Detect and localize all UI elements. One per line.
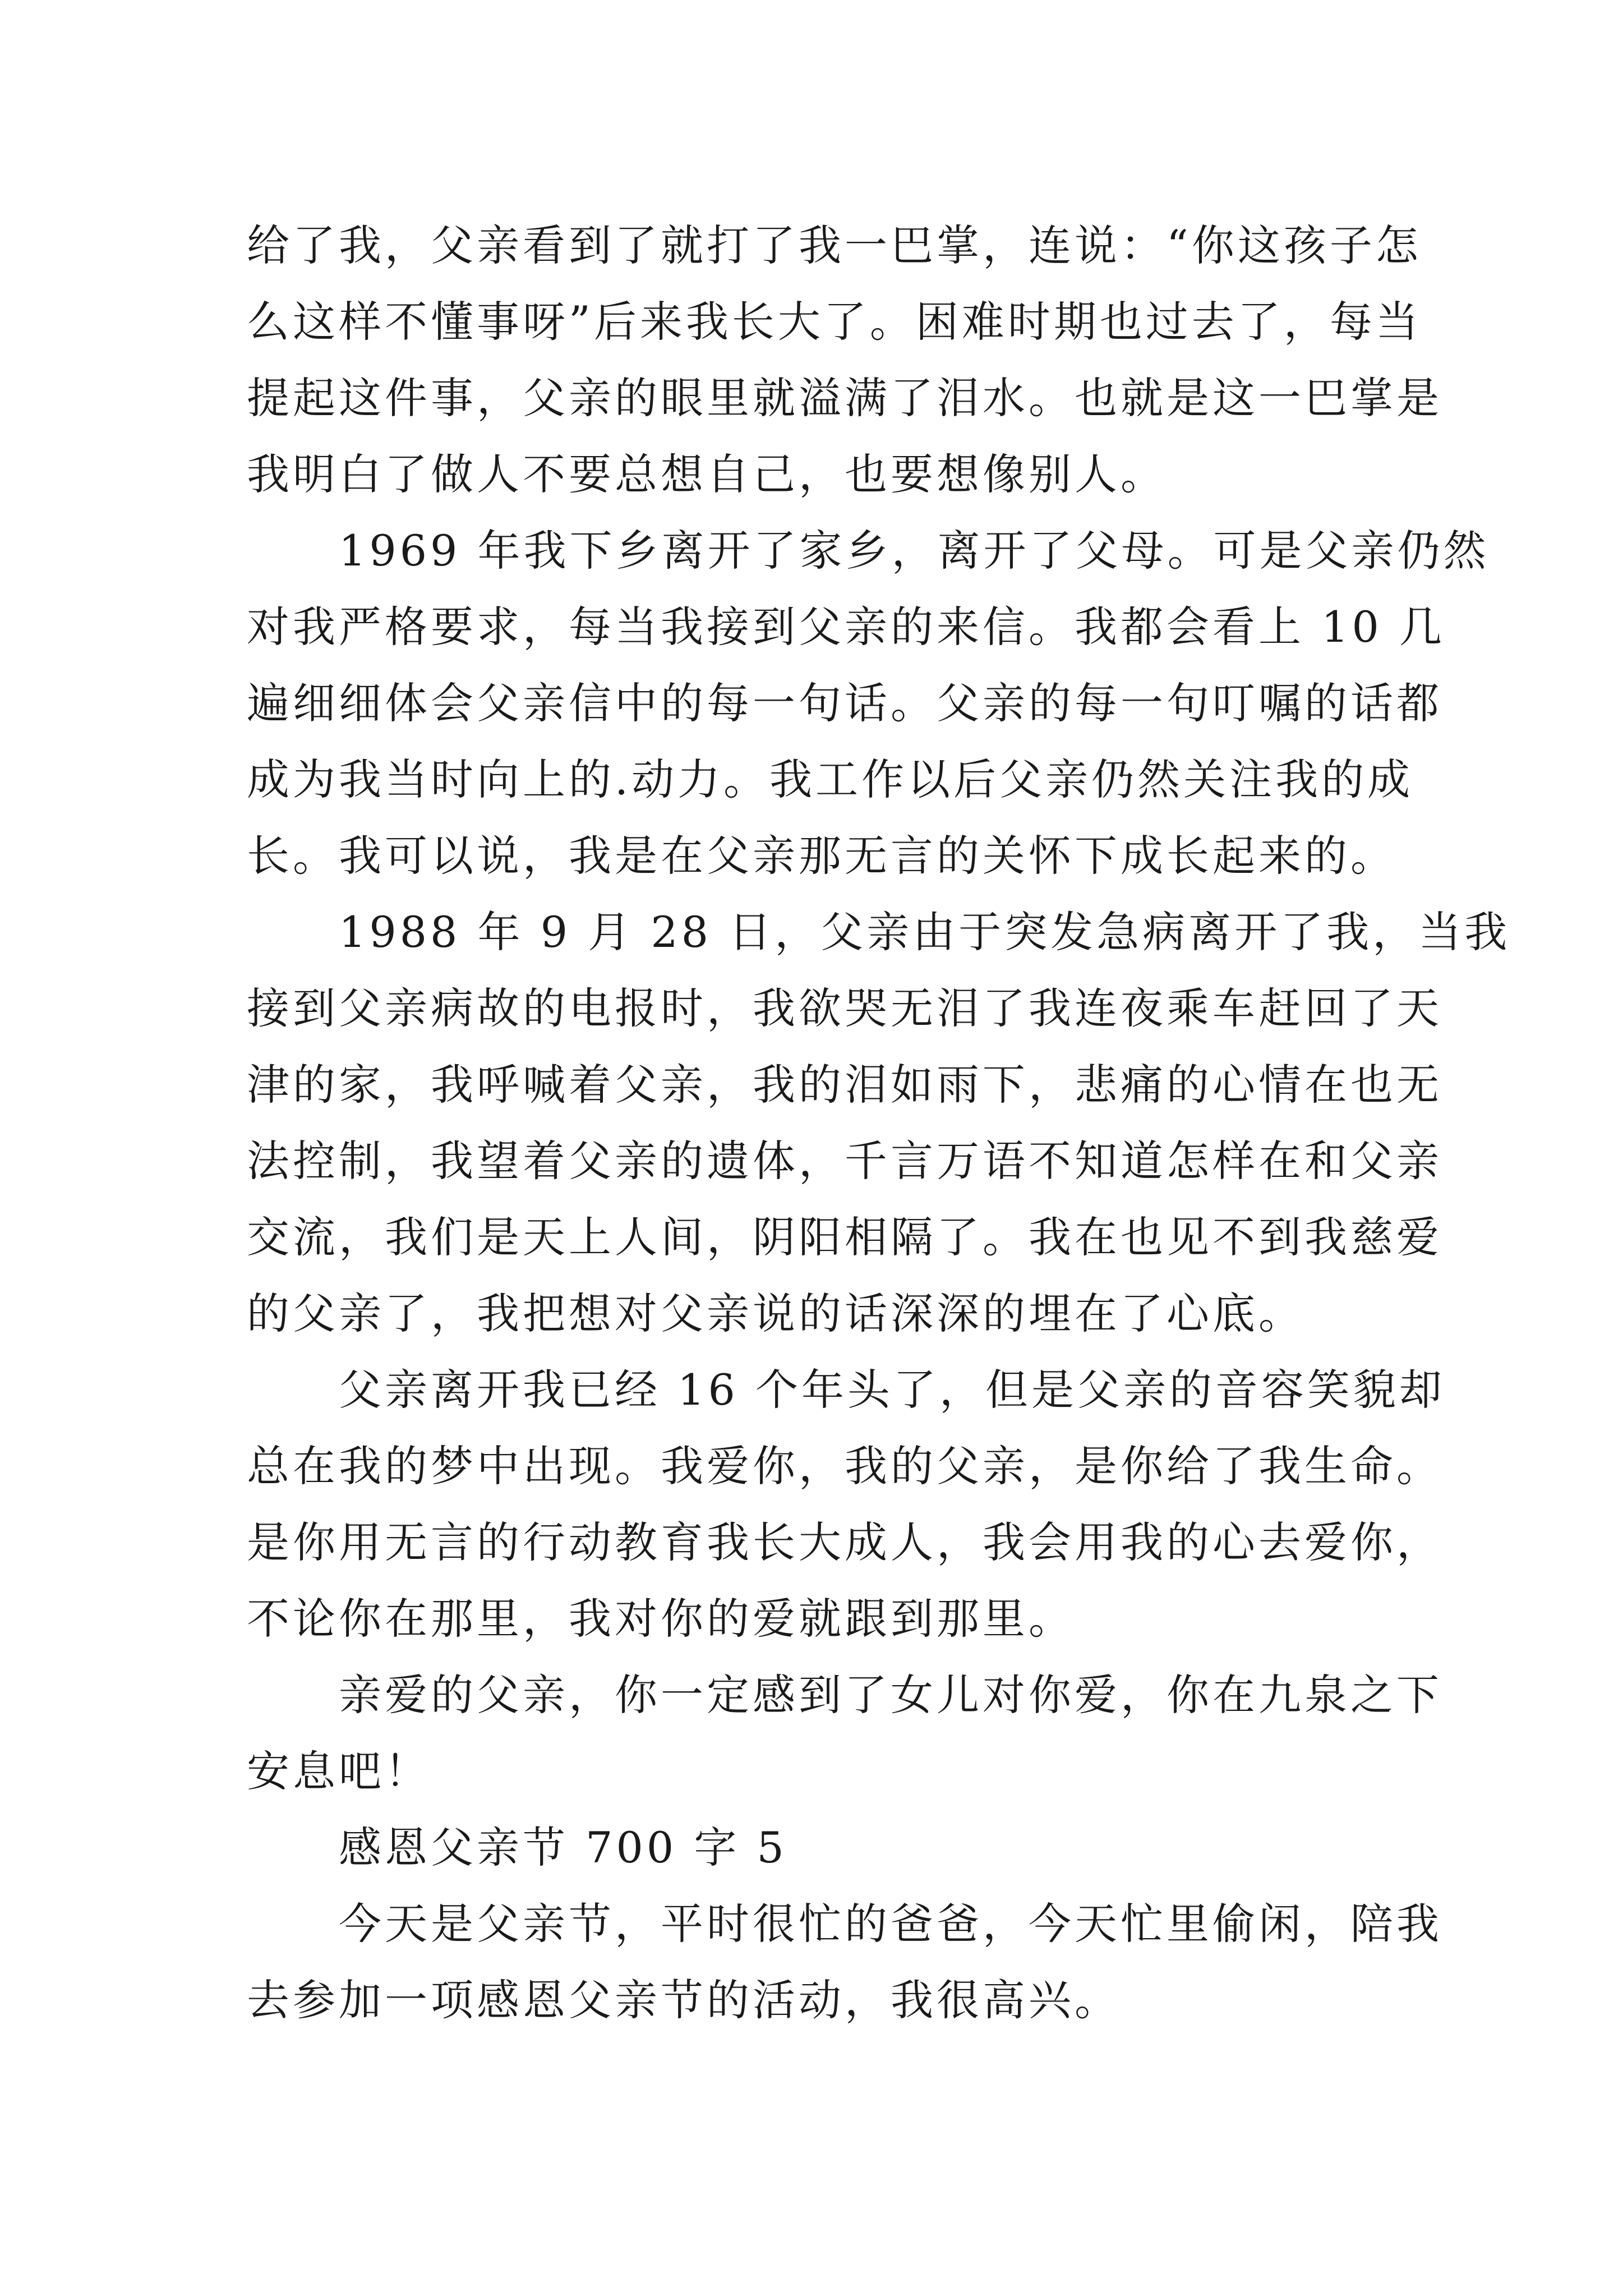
text-line: 的父亲了，我把想对父亲说的话深深的埋在了心底。 [247, 1289, 1304, 1338]
text-line: 对我严格要求，每当我接到父亲的来信。我都会看上 10 几 [247, 602, 1446, 652]
section-heading: 感恩父亲节 700 字 5 [247, 1823, 787, 1872]
document-body [247, 208, 1511, 2039]
text-line: 是你用无言的行动教育我长大成人，我会用我的心去爱你， [247, 1517, 1442, 1567]
text-line: 接到父亲病故的电报时，我欲哭无泪了我连夜乘车赶回了天 [247, 983, 1442, 1033]
text-line: 长。我可以说，我是在父亲那无言的关怀下成长起来的。 [247, 831, 1396, 881]
text-line: 法控制，我望着父亲的遗体，千言万语不知道怎样在和父亲 [247, 1136, 1442, 1186]
text-line: 今天是父亲节，平时很忙的爸爸，今天忙里偷闲，陪我 [247, 1899, 1442, 1949]
text-line: 去参加一项感恩父亲节的活动，我很高兴。 [247, 1975, 1121, 2025]
text-line: 1988 年 9 月 28 日，父亲由于突发急病离开了我，当我 [247, 907, 1511, 957]
text-line: 1969 年我下乡离开了家乡，离开了父母。可是父亲仍然 [247, 526, 1490, 576]
text-line: 津的家，我呼喊着父亲，我的泪如雨下，悲痛的心情在也无 [247, 1060, 1442, 1110]
text-line: 不论你在那里，我对你的爱就跟到那里。 [247, 1594, 1075, 1644]
text-line: 成为我当时向上的.动力。我工作以后父亲仍然关注我的成 [247, 754, 1414, 804]
text-line: 么这样不懂事呀”后来我长大了。困难时期也过去了，每当 [247, 297, 1422, 347]
text-line: 亲爱的父亲，你一定感到了女儿对你爱，你在九泉之下 [247, 1670, 1442, 1720]
text-line: 总在我的梦中出现。我爱你，我的父亲，是你给了我生命。 [247, 1441, 1442, 1491]
text-line: 安息吧！ [247, 1746, 431, 1796]
text-line: 给了我，父亲看到了就打了我一巴掌，连说：“你这孩子怎 [247, 220, 1422, 270]
text-line: 父亲离开我已经 16 个年头了，但是父亲的音容笑貌却 [247, 1365, 1446, 1415]
text-line: 提起这件事，父亲的眼里就溢满了泪水。也就是这一巴掌是 [247, 373, 1442, 423]
text-line: 我明白了做人不要总想自己，也要想像别人。 [247, 449, 1166, 499]
text-line: 遍细细体会父亲信中的每一句话。父亲的每一句叮嘱的话都 [247, 678, 1442, 728]
text-line: 交流，我们是天上人间，阴阳相隔了。我在也见不到我慈爱 [247, 1212, 1442, 1262]
